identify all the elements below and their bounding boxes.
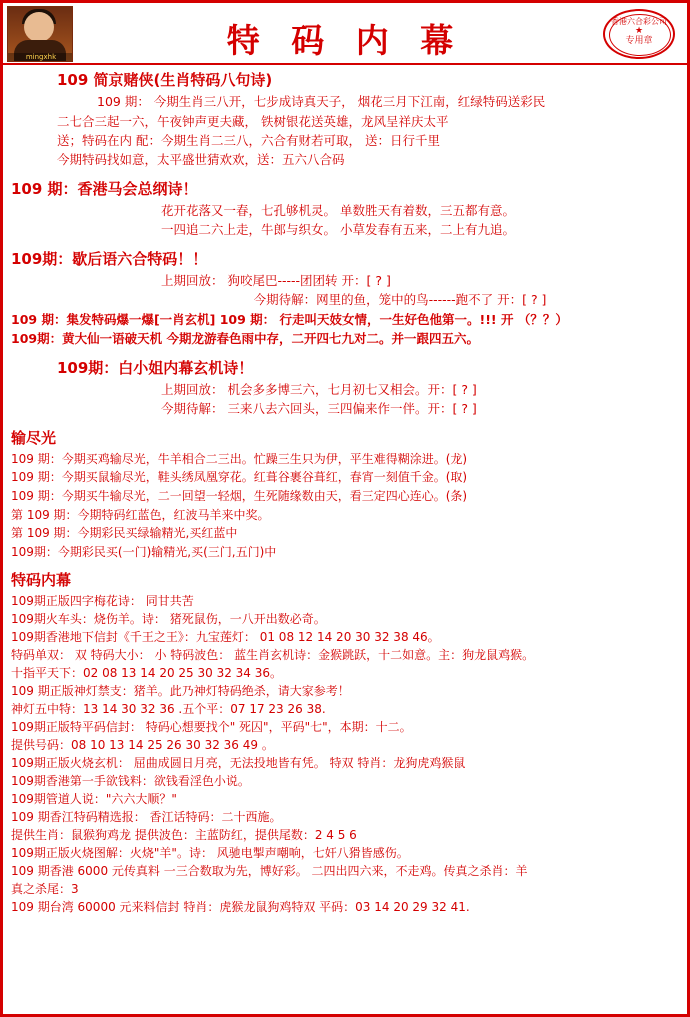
avatar-watermark: mingxhk bbox=[8, 53, 73, 61]
stamp-line2: 专用章 bbox=[625, 35, 653, 46]
official-stamp bbox=[603, 9, 675, 59]
section-6-line-13: 109 期香江特码精选报： 香江话特码：二十西施。 bbox=[11, 809, 282, 824]
section-2-heading: 109 期：香港马会总纲诗！ bbox=[11, 179, 198, 198]
section-5-line-6: 109期：今期彩民买(一门)输精光,买(三门,五门)中 bbox=[11, 544, 277, 559]
section-6-line-2: 109期火车头：烧伤羊。诗： 猪死鼠伤，一八开出数必奇。 bbox=[11, 611, 326, 626]
section-5-line-2: 109 期：今期买鼠输尽光，鞋头绣凤凰穿花。红葺谷裹谷葺红，春宵一刻值千金。(取) bbox=[11, 470, 468, 485]
section-3-extra-1: 109 期：集发特码爆一爆[一肖玄机] 109 期： 行走叫天妓女情，一生好色他第一。!!! 开 （？？） bbox=[11, 311, 568, 327]
document-body bbox=[3, 65, 687, 916]
section-6-line-16: 109 期香港 6000 元传真料 一三合数取为先，博好彩。 二四出四六来，不走鸡。传真之杀肖：羊 bbox=[11, 863, 528, 878]
section-3 bbox=[11, 248, 679, 349]
section-6-line-9: 提供号码：08 10 13 14 25 26 30 32 36 49 。 bbox=[11, 737, 274, 752]
section-1-heading: 109 简京赌侠(生肖特码八句诗) bbox=[57, 71, 273, 89]
section-6-line-5: 十指平天下：02 08 13 14 20 25 30 32 34 36。 bbox=[11, 665, 283, 680]
section-6-line-17: 真之杀尾：3 bbox=[11, 881, 79, 896]
section-4-heading: 109期：白小姐内幕玄机诗！ bbox=[57, 358, 254, 377]
section-5-heading: 输尽光 bbox=[11, 428, 57, 447]
section-3-line-2: 今期待解：网里的鱼，笼中的鸟------跑不了 开：[ ? ] bbox=[253, 292, 547, 308]
section-1-line-4: 今期特码找如意，太平盛世猜欢欢，送：五六八合码 bbox=[57, 152, 345, 168]
section-4 bbox=[11, 357, 679, 419]
section-6-line-7: 神灯五中特：13 14 30 32 36 .五个平：07 17 23 26 38. bbox=[11, 701, 326, 716]
section-5-line-5: 第 109 期：今期彩民买绿输精光,买红蓝中 bbox=[11, 526, 238, 541]
star-icon: ★ bbox=[634, 25, 644, 36]
section-4-line-1: 上期回放： 机会多多博三六，七月初七又相会。开：[ ? ] bbox=[161, 381, 477, 397]
section-1-line-3: 送；特码在内 配：今期生肖二三八，六合有财若可取， 送：日行千里 bbox=[57, 133, 440, 148]
section-5-line-3: 109 期：今期买牛输尽光，二一回望一轻烟，生死随缘数由天，看三定四心连心。(条) bbox=[11, 488, 468, 503]
section-2-line-1: 花开花落又一春，七孔够机灵。 单数胜天有着数，三五都有意。 bbox=[161, 203, 515, 218]
section-1-line-1: 109 期： 今期生肖三八开，七步成诗真天子， 烟花三月下江南，红绿特码送彩民 bbox=[97, 94, 546, 110]
section-6-line-18: 109 期台湾 60000 元来料信封 特肖：虎猴龙鼠狗鸡特双 平码：03 14 20 29 32 41. bbox=[11, 899, 470, 914]
section-6-line-8: 109期正版特平码信封： 特码心想要找个" 死囚"，平码"七"，本期：十二。 bbox=[11, 719, 412, 734]
section-5-line-4: 第 109 期：今期特码红蓝色，红波马羊来中奖。 bbox=[11, 507, 270, 522]
page-title: 特 码 内 幕 bbox=[226, 21, 464, 60]
section-3-extra-2: 109期：黄大仙一语破天机 今期龙游春色雨中存，二开四七九对二。并一跟四五六。 bbox=[11, 331, 479, 347]
section-6-line-11: 109期香港第一手欲钱料：欲钱看淫色小说。 bbox=[11, 773, 250, 788]
avatar bbox=[7, 6, 73, 62]
section-1 bbox=[11, 69, 679, 170]
section-2-line-2: 一四追二六上走，牛郎与织女。 小草发春有五来，二上有九追。 bbox=[161, 222, 515, 238]
section-6-line-15: 109期正版火烧图解：火烧"羊"。诗： 风驰电掣声嘲响，七奸八猾皆感伤。 bbox=[11, 845, 409, 860]
section-3-heading: 109期：歇后语六合特码！！ bbox=[11, 249, 208, 268]
avatar-face bbox=[24, 12, 54, 42]
section-6-line-4: 特码单双： 双 特码大小： 小 特码波色： 蓝生肖玄机诗：金猴跳跃，十二如意。主：狗龙鼠鸡猴。 bbox=[11, 647, 535, 662]
section-5-line-1: 109 期：今期买鸡输尽光，牛羊相合二三出。忙躁三生只为伊，平生难得糊涂进。(龙) bbox=[11, 451, 468, 466]
section-1-line-2: 二七合三起一六，午夜钟声更夫藏， 铁树银花送英雄，龙风呈祥庆太平 bbox=[57, 113, 449, 129]
section-6-line-12: 109期管道人说："六六大顺？" bbox=[11, 791, 177, 806]
section-6-line-3: 109期香港地下信封《千王之王》：九宝莲灯： 01 08 12 14 20 30 32 38 46。 bbox=[11, 629, 440, 644]
section-6-line-6: 109 期正版神灯禁支：猪羊。此乃神灯特码绝杀，请大家参考！ bbox=[11, 683, 350, 698]
section-6-line-10: 109期正版火烧玄机： 屈曲成圆日月亮，无法投地皆有凭。 特双 特肖：龙狗虎鸡猴鼠 bbox=[11, 755, 466, 770]
section-4-line-2: 今期待解： 三来八去六回头，三四偏来作一伴。开：[ ? ] bbox=[161, 401, 477, 417]
section-6-line-1: 109期正版四字梅花诗： 同甘共苦 bbox=[11, 593, 194, 608]
stamp-line1: 香港六合彩公司 bbox=[611, 17, 667, 26]
page-header bbox=[3, 3, 687, 65]
section-3-line-1: 上期回放： 狗咬尾巴-----团团转 开：[ ? ] bbox=[161, 273, 391, 288]
section-6 bbox=[11, 569, 679, 916]
section-6-line-14: 提供生肖：鼠猴狗鸡龙 提供波色：主蓝防红，提供尾数：2 4 5 6 bbox=[11, 827, 357, 842]
section-5 bbox=[11, 427, 679, 562]
section-2 bbox=[11, 178, 679, 240]
section-6-heading: 特码内幕 bbox=[11, 571, 72, 590]
